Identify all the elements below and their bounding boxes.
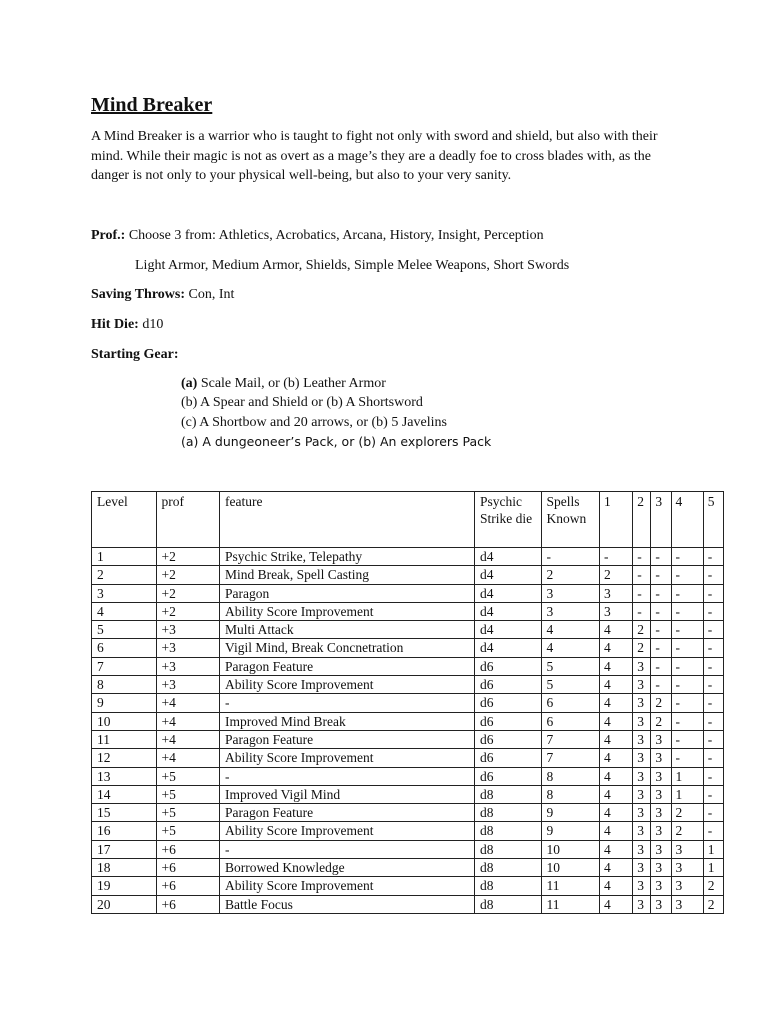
cell-slot-4: - <box>671 602 703 620</box>
cell-spells-known: 3 <box>541 584 599 602</box>
cell-slot-5: - <box>703 548 723 566</box>
cell-spells-known: 6 <box>541 694 599 712</box>
hit-die-line <box>91 316 163 334</box>
table-row <box>92 548 724 566</box>
cell-feature: - <box>220 694 475 712</box>
table-row <box>92 785 724 803</box>
cell-spells-known: 8 <box>541 785 599 803</box>
cell-slot-3: - <box>651 676 671 694</box>
table-row <box>92 749 724 767</box>
cell-psychic-strike-die: d6 <box>475 657 542 675</box>
cell-feature: Ability Score Improvement <box>220 749 475 767</box>
cell-level: 15 <box>92 804 157 822</box>
cell-psychic-strike-die: d4 <box>475 566 542 584</box>
cell-prof: +2 <box>156 566 220 584</box>
table-row <box>92 804 724 822</box>
cell-slot-1: - <box>599 548 632 566</box>
cell-slot-1: 3 <box>599 602 632 620</box>
cell-spells-known: 9 <box>541 804 599 822</box>
starting-gear-line <box>91 346 178 364</box>
cell-slot-1: 4 <box>599 712 632 730</box>
cell-slot-5: 2 <box>703 895 723 913</box>
starting-gear-list <box>181 374 491 452</box>
cell-slot-3: 3 <box>651 749 671 767</box>
cell-feature: - <box>220 767 475 785</box>
level-progression-table <box>91 491 724 914</box>
cell-spells-known: 7 <box>541 730 599 748</box>
cell-psychic-strike-die: d4 <box>475 602 542 620</box>
cell-slot-3: 3 <box>651 785 671 803</box>
proficiency-skills-line <box>91 227 544 245</box>
cell-slot-2: 3 <box>633 859 651 877</box>
cell-slot-5: - <box>703 822 723 840</box>
cell-slot-5: - <box>703 785 723 803</box>
cell-slot-3: - <box>651 548 671 566</box>
cell-spells-known: 7 <box>541 749 599 767</box>
header-slot-5: 5 <box>703 492 723 548</box>
table-row <box>92 712 724 730</box>
cell-feature: - <box>220 840 475 858</box>
cell-slot-4: - <box>671 657 703 675</box>
cell-feature: Multi Attack <box>220 621 475 639</box>
gear-item-text: (a) A dungeoneer’s Pack, or (b) An explorers Pack <box>181 433 492 449</box>
cell-feature: Battle Focus <box>220 895 475 913</box>
table-row <box>92 859 724 877</box>
cell-level: 18 <box>92 859 157 877</box>
cell-slot-4: 2 <box>671 804 703 822</box>
cell-spells-known: 10 <box>541 840 599 858</box>
cell-slot-2: 3 <box>633 877 651 895</box>
cell-slot-1: 4 <box>599 822 632 840</box>
table-row <box>92 584 724 602</box>
cell-slot-4: - <box>671 548 703 566</box>
gear-item <box>181 393 491 412</box>
cell-slot-4: - <box>671 694 703 712</box>
cell-prof: +4 <box>156 694 220 712</box>
cell-feature: Ability Score Improvement <box>220 822 475 840</box>
gear-item-text: (b) A Spear and Shield or (b) A Shortsword <box>181 395 423 411</box>
cell-slot-5: - <box>703 584 723 602</box>
cell-prof: +3 <box>156 676 220 694</box>
cell-prof: +2 <box>156 548 220 566</box>
cell-slot-5: - <box>703 712 723 730</box>
cell-slot-1: 4 <box>599 767 632 785</box>
cell-slot-1: 4 <box>599 859 632 877</box>
cell-slot-4: - <box>671 584 703 602</box>
cell-slot-2: 3 <box>633 840 651 858</box>
cell-psychic-strike-die: d8 <box>475 877 542 895</box>
cell-slot-4: 3 <box>671 840 703 858</box>
cell-slot-1: 2 <box>599 566 632 584</box>
cell-slot-1: 4 <box>599 840 632 858</box>
cell-slot-2: - <box>633 548 651 566</box>
cell-psychic-strike-die: d6 <box>475 712 542 730</box>
cell-feature: Ability Score Improvement <box>220 676 475 694</box>
table-row <box>92 657 724 675</box>
cell-prof: +6 <box>156 877 220 895</box>
cell-slot-1: 4 <box>599 621 632 639</box>
cell-prof: +6 <box>156 895 220 913</box>
cell-feature: Improved Mind Break <box>220 712 475 730</box>
header-slot-2: 2 <box>633 492 651 548</box>
cell-prof: +2 <box>156 602 220 620</box>
cell-slot-1: 4 <box>599 676 632 694</box>
cell-slot-4: 1 <box>671 767 703 785</box>
cell-psychic-strike-die: d8 <box>475 895 542 913</box>
table-row <box>92 895 724 913</box>
cell-prof: +5 <box>156 822 220 840</box>
cell-spells-known: 8 <box>541 767 599 785</box>
cell-psychic-strike-die: d6 <box>475 694 542 712</box>
cell-slot-5: - <box>703 749 723 767</box>
document-page <box>91 92 731 912</box>
cell-slot-2: 3 <box>633 676 651 694</box>
header-slot-1: 1 <box>599 492 632 548</box>
cell-psychic-strike-die: d4 <box>475 548 542 566</box>
cell-psychic-strike-die: d4 <box>475 639 542 657</box>
cell-slot-4: 3 <box>671 877 703 895</box>
cell-prof: +4 <box>156 730 220 748</box>
cell-prof: +6 <box>156 859 220 877</box>
cell-slot-3: - <box>651 566 671 584</box>
table-body <box>92 548 724 914</box>
cell-slot-4: - <box>671 621 703 639</box>
cell-level: 2 <box>92 566 157 584</box>
header-psychic-strike-die: Psychic Strike die <box>475 492 542 548</box>
table-row <box>92 840 724 858</box>
table-row <box>92 822 724 840</box>
prof-label: Prof.: <box>91 228 126 243</box>
cell-slot-4: - <box>671 639 703 657</box>
table-row <box>92 602 724 620</box>
table-row <box>92 639 724 657</box>
cell-level: 8 <box>92 676 157 694</box>
cell-slot-5: - <box>703 694 723 712</box>
cell-level: 10 <box>92 712 157 730</box>
cell-slot-2: 3 <box>633 767 651 785</box>
cell-level: 12 <box>92 749 157 767</box>
cell-psychic-strike-die: d8 <box>475 859 542 877</box>
saving-throws-line <box>91 286 234 304</box>
cell-prof: +3 <box>156 621 220 639</box>
cell-slot-2: 2 <box>633 639 651 657</box>
cell-slot-1: 4 <box>599 694 632 712</box>
cell-slot-3: 3 <box>651 877 671 895</box>
cell-slot-3: 3 <box>651 804 671 822</box>
cell-feature: Paragon Feature <box>220 804 475 822</box>
cell-slot-2: - <box>633 602 651 620</box>
cell-feature: Improved Vigil Mind <box>220 785 475 803</box>
cell-slot-2: 3 <box>633 785 651 803</box>
cell-level: 3 <box>92 584 157 602</box>
cell-level: 20 <box>92 895 157 913</box>
cell-slot-4: 3 <box>671 895 703 913</box>
starting-gear-label: Starting Gear: <box>91 347 179 362</box>
cell-spells-known: 5 <box>541 676 599 694</box>
cell-slot-5: 1 <box>703 840 723 858</box>
cell-slot-2: 3 <box>633 822 651 840</box>
cell-level: 7 <box>92 657 157 675</box>
cell-slot-3: 3 <box>651 859 671 877</box>
cell-prof: +5 <box>156 767 220 785</box>
cell-slot-3: - <box>651 584 671 602</box>
cell-slot-3: - <box>651 639 671 657</box>
gear-item-text: (c) A Shortbow and 20 arrows, or (b) 5 Javelins <box>181 414 447 430</box>
cell-level: 17 <box>92 840 157 858</box>
gear-item-prefix: (a) <box>181 376 198 391</box>
cell-slot-3: - <box>651 621 671 639</box>
cell-slot-2: 3 <box>633 694 651 712</box>
cell-level: 11 <box>92 730 157 748</box>
cell-slot-1: 4 <box>599 657 632 675</box>
cell-feature: Paragon Feature <box>220 730 475 748</box>
cell-prof: +4 <box>156 749 220 767</box>
gear-item-text: Scale Mail, or (b) Leather Armor <box>200 376 386 391</box>
cell-slot-4: - <box>671 676 703 694</box>
cell-slot-4: 2 <box>671 822 703 840</box>
header-spells-known: Spells Known <box>541 492 599 548</box>
cell-slot-4: - <box>671 712 703 730</box>
cell-slot-1: 4 <box>599 639 632 657</box>
prof-skills: Choose 3 from: Athletics, Acrobatics, Arcana, History, Insight, Perception <box>128 228 544 243</box>
table-row <box>92 767 724 785</box>
cell-feature: Paragon Feature <box>220 657 475 675</box>
cell-psychic-strike-die: d6 <box>475 767 542 785</box>
cell-slot-5: - <box>703 621 723 639</box>
cell-slot-2: 3 <box>633 657 651 675</box>
cell-slot-3: 3 <box>651 895 671 913</box>
cell-psychic-strike-die: d6 <box>475 730 542 748</box>
cell-prof: +2 <box>156 584 220 602</box>
cell-level: 1 <box>92 548 157 566</box>
cell-slot-1: 4 <box>599 895 632 913</box>
cell-slot-5: - <box>703 639 723 657</box>
cell-spells-known: 9 <box>541 822 599 840</box>
cell-psychic-strike-die: d4 <box>475 584 542 602</box>
cell-spells-known: 6 <box>541 712 599 730</box>
cell-feature: Mind Break, Spell Casting <box>220 566 475 584</box>
cell-slot-1: 3 <box>599 584 632 602</box>
cell-psychic-strike-die: d4 <box>475 621 542 639</box>
cell-slot-5: 1 <box>703 859 723 877</box>
cell-spells-known: 10 <box>541 859 599 877</box>
cell-level: 6 <box>92 639 157 657</box>
cell-spells-known: 3 <box>541 602 599 620</box>
cell-feature: Borrowed Knowledge <box>220 859 475 877</box>
cell-slot-2: 3 <box>633 712 651 730</box>
cell-feature: Ability Score Improvement <box>220 602 475 620</box>
cell-level: 13 <box>92 767 157 785</box>
gear-item <box>181 413 491 432</box>
cell-slot-5: - <box>703 566 723 584</box>
cell-spells-known: 4 <box>541 639 599 657</box>
header-level: Level <box>92 492 157 548</box>
cell-slot-2: 3 <box>633 895 651 913</box>
table-row <box>92 730 724 748</box>
prof-equipment: Light Armor, Medium Armor, Shields, Simple Melee Weapons, Short Swords <box>135 258 570 273</box>
cell-prof: +5 <box>156 785 220 803</box>
cell-slot-2: 3 <box>633 730 651 748</box>
hit-die-value: d10 <box>142 317 164 332</box>
cell-psychic-strike-die: d6 <box>475 749 542 767</box>
cell-slot-5: - <box>703 657 723 675</box>
cell-prof: +4 <box>156 712 220 730</box>
table-header-row <box>92 492 724 548</box>
cell-slot-3: 3 <box>651 730 671 748</box>
intro-paragraph: A Mind Breaker is a warrior who is taught to fight not only with sword and shield, but also with their mind. While their magic is not as overt as a mage’s they are a deadly foe to cross blades with, as the danger is not only to your physical well-being, but also to your very sanity. <box>91 129 658 183</box>
cell-slot-3: - <box>651 657 671 675</box>
cell-slot-4: - <box>671 749 703 767</box>
cell-slot-4: - <box>671 730 703 748</box>
header-slot-3: 3 <box>651 492 671 548</box>
cell-psychic-strike-die: d8 <box>475 822 542 840</box>
cell-slot-3: 2 <box>651 712 671 730</box>
cell-slot-4: - <box>671 566 703 584</box>
cell-spells-known: 11 <box>541 877 599 895</box>
cell-level: 4 <box>92 602 157 620</box>
cell-slot-2: 3 <box>633 749 651 767</box>
cell-slot-4: 3 <box>671 859 703 877</box>
cell-slot-1: 4 <box>599 749 632 767</box>
cell-slot-2: 3 <box>633 804 651 822</box>
cell-slot-3: 3 <box>651 840 671 858</box>
saving-throws-label: Saving Throws: <box>91 287 186 302</box>
cell-slot-5: - <box>703 676 723 694</box>
cell-slot-5: 2 <box>703 877 723 895</box>
cell-level: 16 <box>92 822 157 840</box>
cell-slot-5: - <box>703 602 723 620</box>
cell-psychic-strike-die: d8 <box>475 840 542 858</box>
cell-slot-1: 4 <box>599 785 632 803</box>
cell-level: 5 <box>92 621 157 639</box>
cell-psychic-strike-die: d8 <box>475 785 542 803</box>
cell-psychic-strike-die: d8 <box>475 804 542 822</box>
cell-spells-known: 11 <box>541 895 599 913</box>
cell-prof: +3 <box>156 657 220 675</box>
cell-slot-5: - <box>703 767 723 785</box>
cell-slot-3: 3 <box>651 822 671 840</box>
cell-psychic-strike-die: d6 <box>475 676 542 694</box>
cell-feature: Psychic Strike, Telepathy <box>220 548 475 566</box>
proficiency-equipment-line <box>135 257 569 275</box>
cell-level: 9 <box>92 694 157 712</box>
header-prof: prof <box>156 492 220 548</box>
cell-slot-3: 2 <box>651 694 671 712</box>
cell-feature: Ability Score Improvement <box>220 877 475 895</box>
table-row <box>92 877 724 895</box>
cell-slot-1: 4 <box>599 877 632 895</box>
hit-die-label: Hit Die: <box>91 317 139 332</box>
header-slot-4: 4 <box>671 492 703 548</box>
saving-throws-value: Con, Int <box>188 287 235 302</box>
cell-slot-2: 2 <box>633 621 651 639</box>
cell-slot-5: - <box>703 730 723 748</box>
table-row <box>92 566 724 584</box>
cell-feature: Vigil Mind, Break Concnetration <box>220 639 475 657</box>
cell-feature: Paragon <box>220 584 475 602</box>
cell-level: 14 <box>92 785 157 803</box>
cell-prof: +3 <box>156 639 220 657</box>
cell-slot-3: 3 <box>651 767 671 785</box>
cell-level: 19 <box>92 877 157 895</box>
cell-slot-1: 4 <box>599 804 632 822</box>
cell-prof: +5 <box>156 804 220 822</box>
cell-slot-4: 1 <box>671 785 703 803</box>
cell-spells-known: 5 <box>541 657 599 675</box>
cell-spells-known: - <box>541 548 599 566</box>
cell-prof: +6 <box>156 840 220 858</box>
cell-slot-1: 4 <box>599 730 632 748</box>
table-row <box>92 676 724 694</box>
page-title: Mind Breaker <box>91 94 213 116</box>
cell-slot-2: - <box>633 584 651 602</box>
gear-item <box>181 432 491 452</box>
table-row <box>92 694 724 712</box>
cell-slot-3: - <box>651 602 671 620</box>
table-row <box>92 621 724 639</box>
gear-item <box>181 374 491 393</box>
header-feature: feature <box>220 492 475 548</box>
cell-spells-known: 4 <box>541 621 599 639</box>
cell-slot-5: - <box>703 804 723 822</box>
cell-spells-known: 2 <box>541 566 599 584</box>
cell-slot-2: - <box>633 566 651 584</box>
